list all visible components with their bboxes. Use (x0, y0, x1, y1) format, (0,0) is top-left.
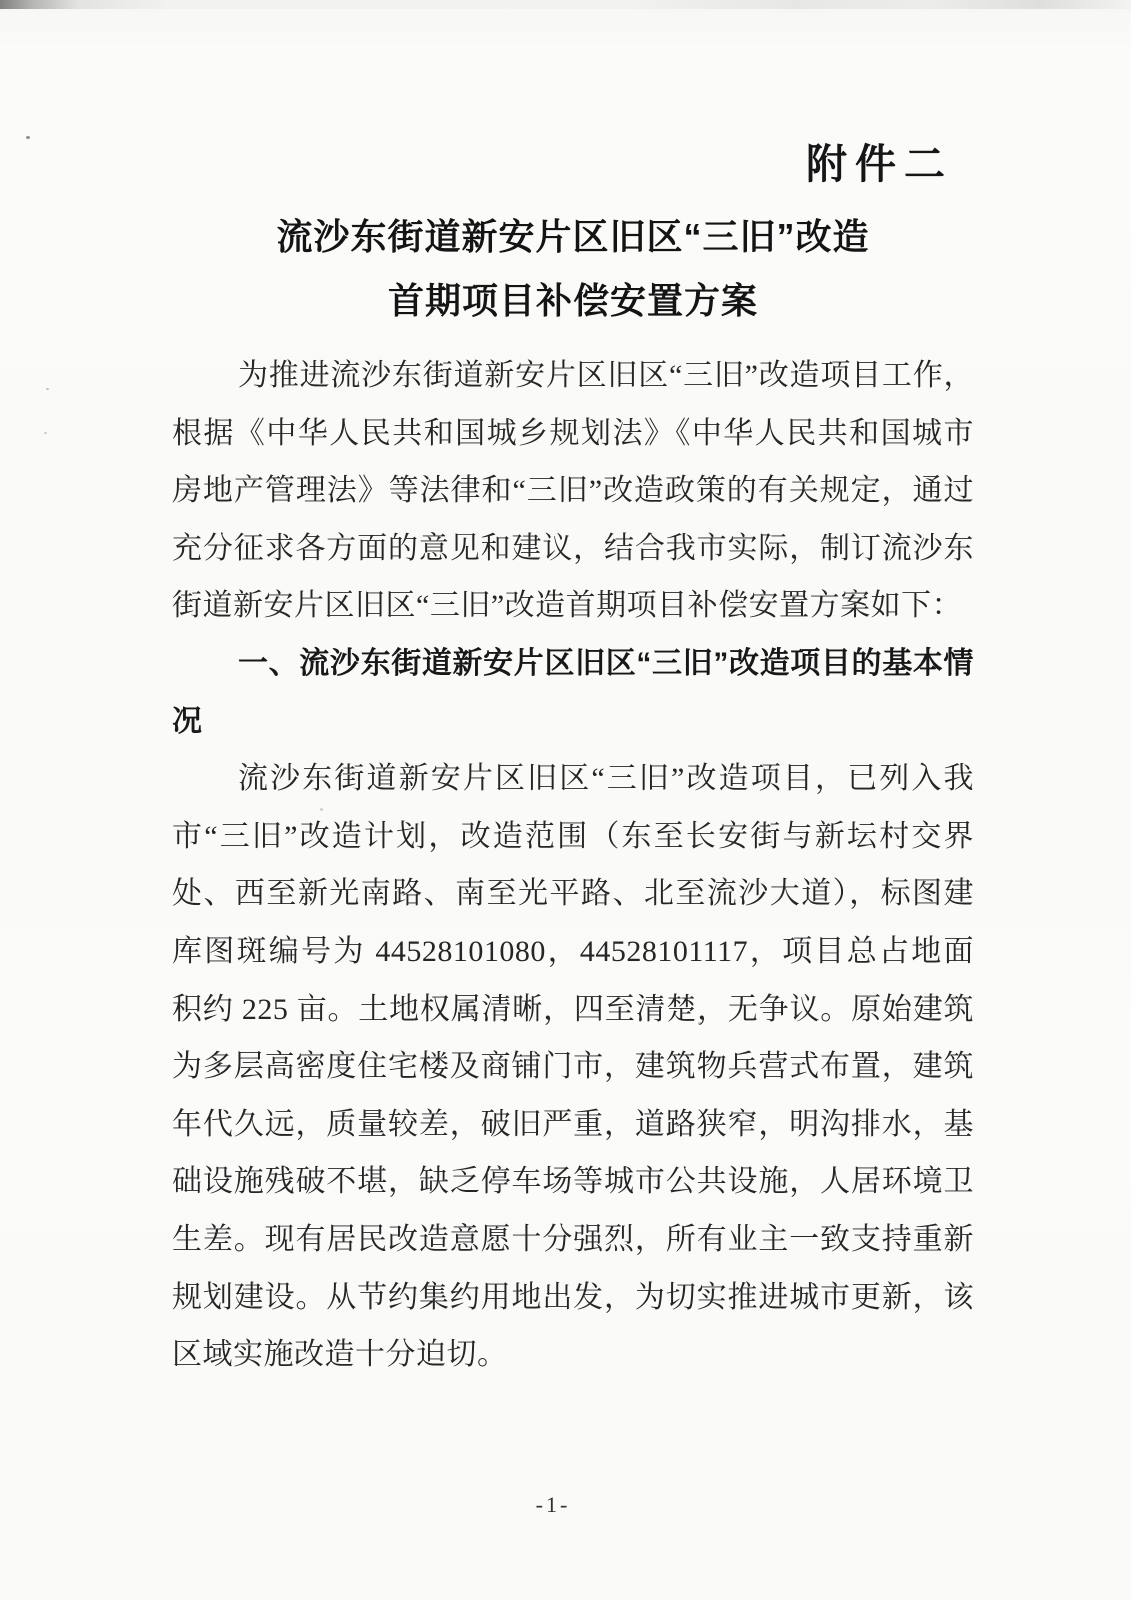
document-title-line1: 流沙东街道新安片区旧区“三旧”改造 (276, 216, 870, 257)
section-1-heading: 一、流沙东街道新安片区旧区“三旧”改造项目的基本情况 (172, 646, 974, 738)
section-1-paragraph: 流沙东街道新安片区旧区“三旧”改造项目，已列入我市“三旧”改造计划，改造范围（东至长安街与新坛村交界处、西至新光南路、南至光平路、北至流沙大道），标图建库图斑编号为 44528101080，44528101117，项目总占地面积约 225 亩。土地权属清晰，四至清楚，无争议。原始建筑为多层高密度住宅楼及商铺门市，建筑物兵营式布置，建筑年代久远，质量较差，破旧严重，道路狭窄，明沟排水，基础设施残破不堪，缺乏停车场等城市公共设施，人居环境卫生差。现有居民改造意愿十分强烈，所有业主一致支持重新规划建设。从节约集约用地出发，为切实推进城市更新，该区域实施改造十分迫切。 (172, 762, 974, 1372)
scan-artifact-top-edge (0, 0, 1131, 9)
document-title (172, 205, 974, 333)
scan-speck (26, 136, 30, 139)
document-body (172, 347, 974, 1384)
document-title-line2: 首期项目补偿安置方案 (387, 280, 758, 321)
scan-speck (46, 388, 49, 390)
intro-paragraph: 为推进流沙东街道新安片区旧区“三旧”改造项目工作，根据《中华人民共和国城乡规划法》《中华人民共和国城市房地产管理法》等法律和“三旧”改造政策的有关规定，通过充分征求各方面的意见和建议，结合我市实际，制订流沙东街道新安片区旧区“三旧”改造首期项目补偿安置方案如下： (172, 359, 974, 623)
page-number: -1- (535, 1492, 571, 1517)
scan-speck (44, 432, 47, 434)
attachment-label: 附件二 (806, 141, 953, 187)
